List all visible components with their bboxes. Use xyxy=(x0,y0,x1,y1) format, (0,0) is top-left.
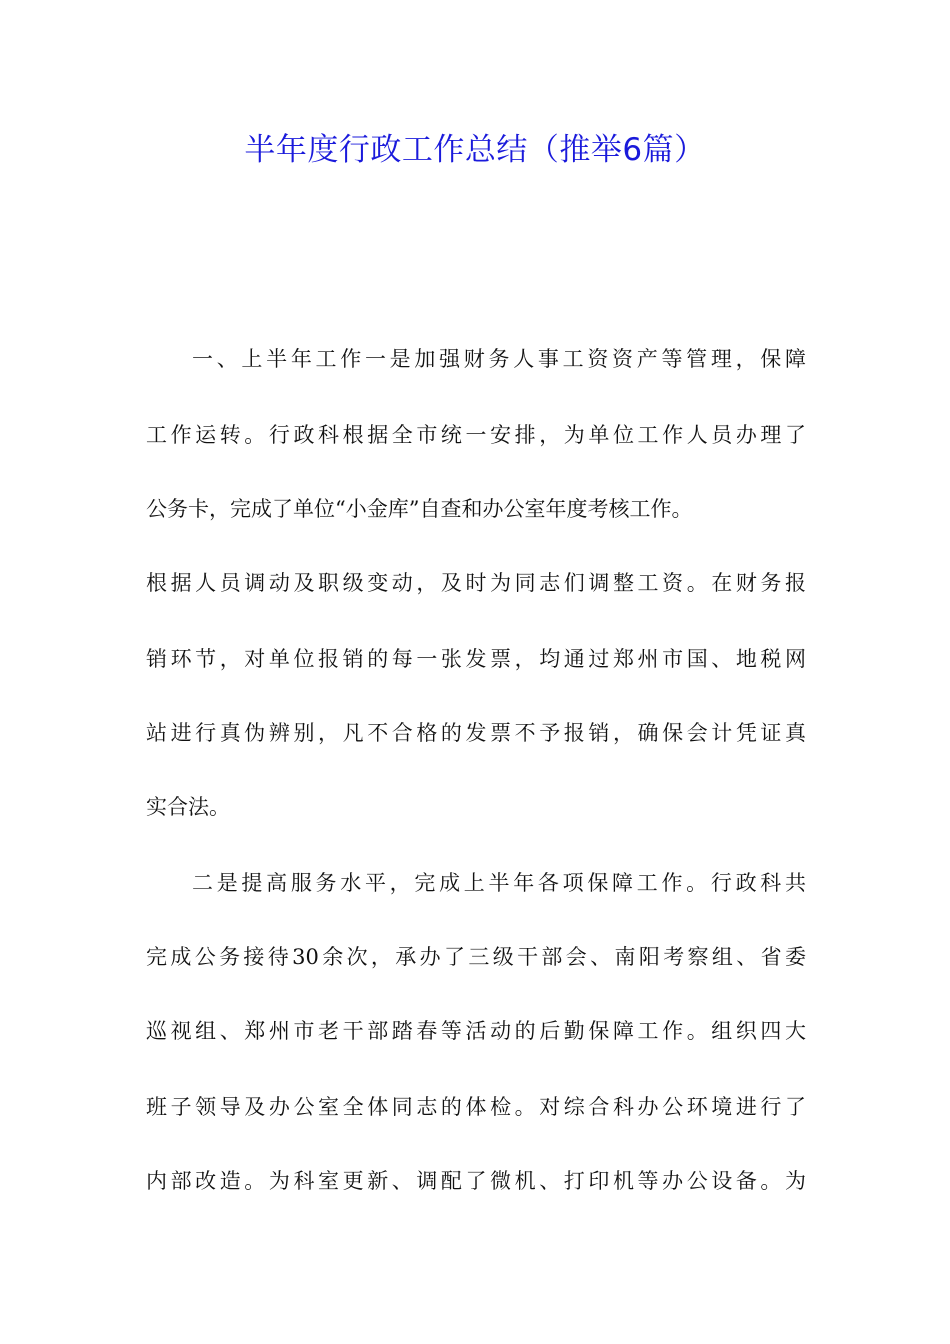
paragraph-line: 公务卡，完成了单位“小金库”自查和办公室年度考核工作。 xyxy=(146,497,693,521)
paragraph-line: 销环节，对单位报销的每一张发票，均通过郑州市国、地税网 xyxy=(146,647,806,671)
paragraph-line: 实合法。 xyxy=(146,795,230,819)
document-title: 半年度行政工作总结（推举6篇） xyxy=(244,132,706,168)
paragraph-line: 巡视组、郑州市老干部踏春等活动的后勤保障工作。组织四大 xyxy=(146,1019,806,1043)
paragraph-line: 二是提高服务水平，完成上半年各项保障工作。行政科共 xyxy=(192,871,806,895)
paragraph-line: 内部改造。为科室更新、调配了微机、打印机等办公设备。为 xyxy=(146,1169,806,1193)
paragraph-line: 工作运转。行政科根据全市统一安排，为单位工作人员办理了 xyxy=(146,423,806,447)
paragraph-line: 班子领导及办公室全体同志的体检。对综合科办公环境进行了 xyxy=(146,1095,806,1119)
paragraph-line: 完成公务接待30余次，承办了三级干部会、南阳考察组、省委 xyxy=(146,945,806,969)
paragraph-line: 一、上半年工作一是加强财务人事工资资产等管理，保障 xyxy=(192,347,806,371)
paragraph-line: 根据人员调动及职级变动，及时为同志们调整工资。在财务报 xyxy=(146,571,806,595)
paragraph-line: 站进行真伪辨别，凡不合格的发票不予报销，确保会计凭证真 xyxy=(146,721,806,745)
